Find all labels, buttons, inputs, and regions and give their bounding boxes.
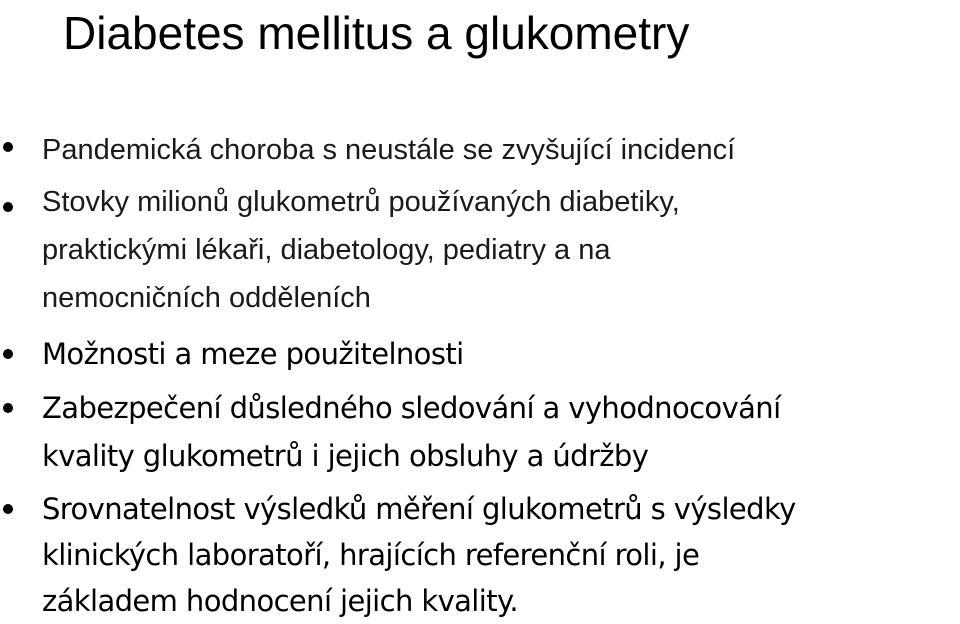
bullet-text: [42, 178, 942, 322]
slide-title: Diabetes mellitus a glukometry: [63, 7, 690, 59]
bullet-line: praktickými lékaři, diabetology, pediatry a na: [42, 234, 611, 266]
bullet-list: [0, 122, 960, 624]
bullet-dot-icon: [3, 142, 13, 152]
bullet-item: [0, 330, 942, 378]
bullet-text: [42, 122, 942, 178]
bullet-item: [0, 178, 942, 322]
bullet-line: Stovky milionů glukometrů používaných diabetiky,: [42, 186, 680, 218]
bullet-line: Zabezpečení důsledného sledování a vyhodnocování: [42, 391, 781, 425]
bullet-item: [0, 486, 942, 624]
bullet-dot-icon: [3, 403, 13, 413]
bullet-line: Možnosti a meze použitelnosti: [42, 337, 464, 371]
bullet-line: nemocničních odděleních: [42, 282, 371, 314]
bullet-item: [0, 122, 942, 178]
bullet-item: [0, 384, 942, 480]
bullet-line: klinických laboratoří, hrajících referenční roli, je: [42, 538, 700, 572]
bullet-text: [42, 384, 942, 480]
bullet-dot-icon: [3, 202, 13, 212]
bullet-line: Pandemická choroba s neustále se zvyšující incidencí: [42, 134, 736, 166]
bullet-dot-icon: [3, 504, 13, 514]
bullet-line: kvality glukometrů i jejich obsluhy a údržby: [42, 439, 649, 473]
bullet-line: základem hodnocení jejich kvality.: [42, 584, 519, 618]
bullet-line: Srovnatelnost výsledků měření glukometrů s výsledky: [42, 492, 796, 526]
bullet-text: [42, 486, 942, 624]
bullet-dot-icon: [3, 349, 13, 359]
bullet-text: [42, 330, 942, 378]
